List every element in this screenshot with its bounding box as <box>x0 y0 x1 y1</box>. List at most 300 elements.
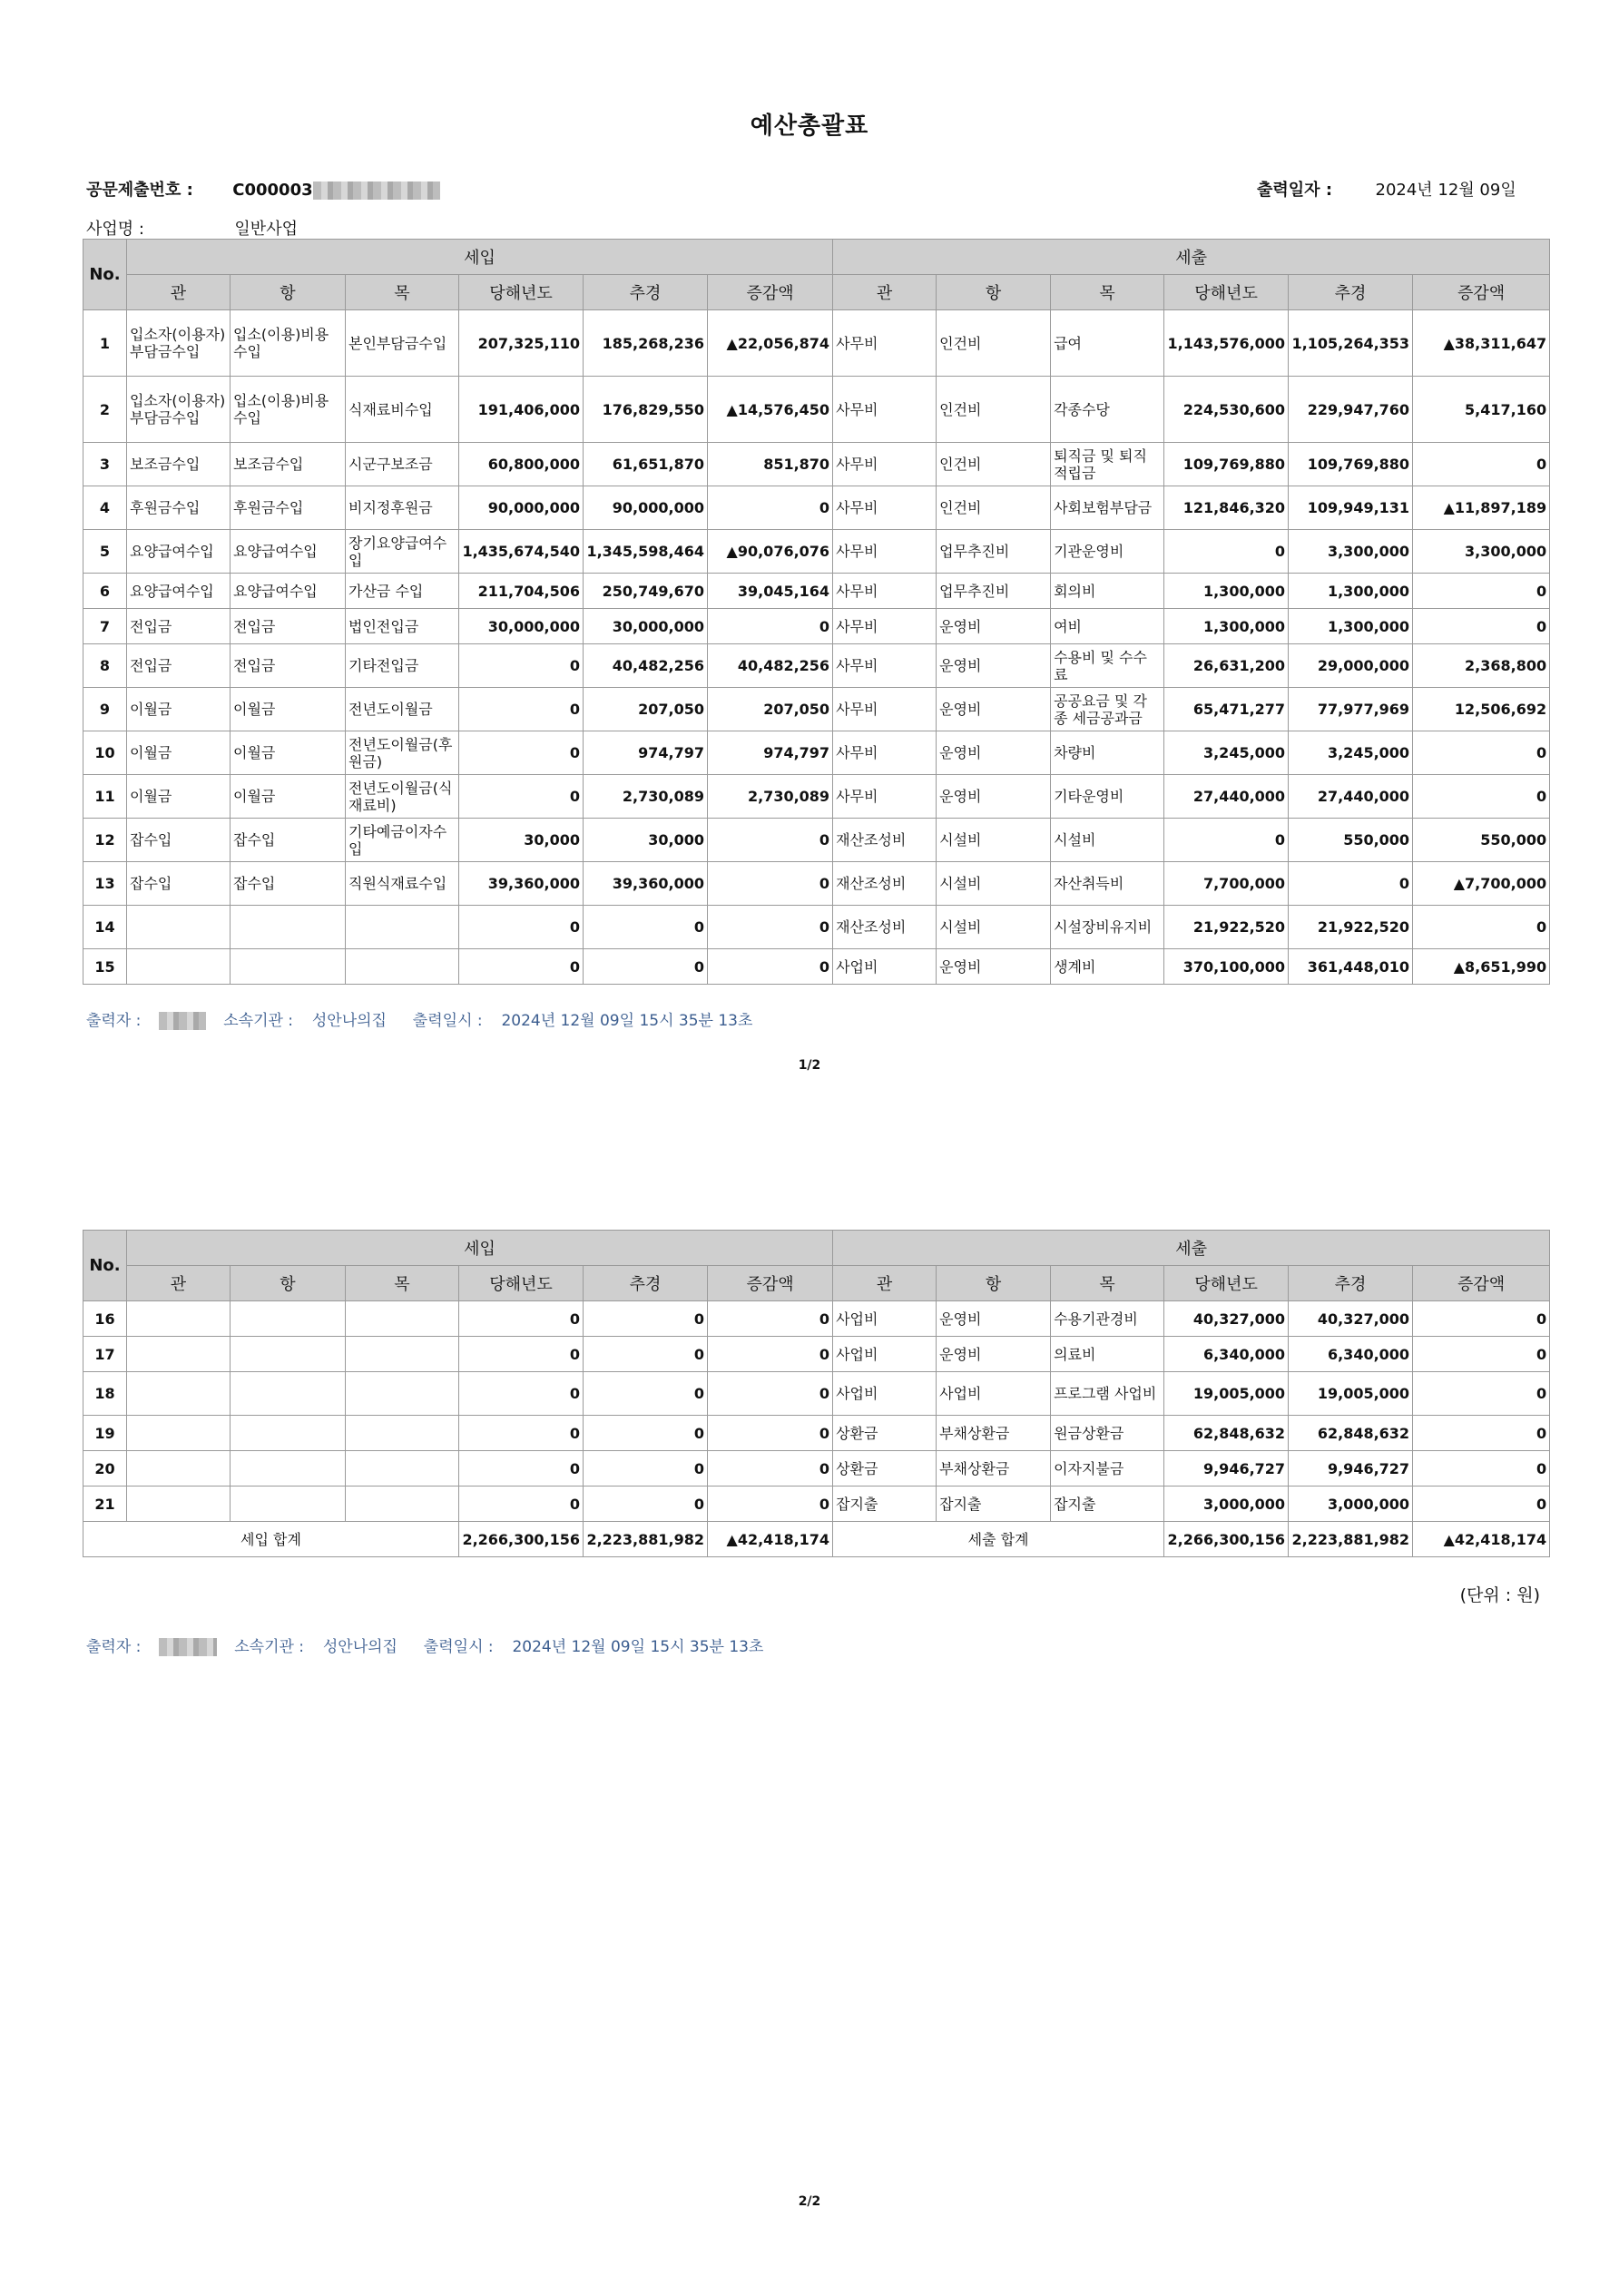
income-mok-cell <box>346 1416 459 1451</box>
income-current-cell: 191,406,000 <box>459 377 584 443</box>
income-hang-cell: 잡수입 <box>231 862 346 906</box>
income-current-cell: 30,000,000 <box>459 609 584 644</box>
row-number-cell: 8 <box>83 644 127 688</box>
income-gwan-cell <box>127 1416 231 1451</box>
col-expense-current: 당해년도 <box>1164 275 1289 310</box>
expense-revised-cell: 29,000,000 <box>1289 644 1413 688</box>
expense-current-cell: 224,530,600 <box>1164 377 1289 443</box>
income-mok-cell: 직원식재료수입 <box>346 862 459 906</box>
income-current-cell: 0 <box>459 1487 584 1522</box>
income-change-cell: 0 <box>708 1337 833 1372</box>
income-mok-cell <box>346 906 459 949</box>
expense-revised-cell: 19,005,000 <box>1289 1372 1413 1416</box>
expense-revised-cell: 3,000,000 <box>1289 1487 1413 1522</box>
print-date-label: 출력일자 : <box>1257 181 1333 200</box>
income-mok-cell: 전년도이월금(후원금) <box>346 731 459 775</box>
expense-change-cell: 3,300,000 <box>1413 530 1550 574</box>
expense-change-cell: 12,506,692 <box>1413 688 1550 731</box>
income-change-cell: 0 <box>708 906 833 949</box>
print-time-label: 출력일시 : <box>423 1638 494 1656</box>
col-income-current: 당해년도 <box>459 275 584 310</box>
printer-label: 출력자 : <box>86 1012 142 1030</box>
expense-hang-cell: 운영비 <box>937 949 1051 985</box>
expense-change-cell: 0 <box>1413 574 1550 609</box>
income-total-current: 2,266,300,156 <box>459 1522 584 1557</box>
income-revised-cell: 0 <box>584 1451 708 1487</box>
redacted-block <box>159 1638 217 1656</box>
income-revised-cell: 185,268,236 <box>584 310 708 377</box>
expense-hang-cell: 운영비 <box>937 688 1051 731</box>
expense-current-cell: 1,300,000 <box>1164 609 1289 644</box>
income-current-cell: 0 <box>459 949 584 985</box>
col-expense-change: 증감액 <box>1413 275 1550 310</box>
expense-mok-cell: 이자지불금 <box>1051 1451 1164 1487</box>
col-income-hang: 항 <box>231 1266 346 1301</box>
row-number-cell: 18 <box>83 1372 127 1416</box>
expense-hang-cell: 운영비 <box>937 644 1051 688</box>
expense-gwan-cell: 사무비 <box>833 688 937 731</box>
expense-change-cell: 0 <box>1413 1301 1550 1337</box>
table-row <box>83 906 1550 949</box>
income-revised-cell: 30,000,000 <box>584 609 708 644</box>
income-revised-cell: 0 <box>584 1416 708 1451</box>
income-current-cell: 207,325,110 <box>459 310 584 377</box>
row-number-cell: 17 <box>83 1337 127 1372</box>
printer-label: 출력자 : <box>86 1638 142 1656</box>
row-number-cell: 9 <box>83 688 127 731</box>
col-income-current: 당해년도 <box>459 1266 584 1301</box>
expense-gwan-cell: 사무비 <box>833 377 937 443</box>
expense-gwan-cell: 사업비 <box>833 1372 937 1416</box>
row-number-cell: 1 <box>83 310 127 377</box>
expense-mok-cell: 의료비 <box>1051 1337 1164 1372</box>
expense-mok-cell: 퇴직금 및 퇴직적립금 <box>1051 443 1164 486</box>
expense-change-cell: 5,417,160 <box>1413 377 1550 443</box>
income-revised-cell: 0 <box>584 1301 708 1337</box>
expense-change-cell: 0 <box>1413 731 1550 775</box>
table-row <box>83 574 1550 609</box>
expense-hang-cell: 잡지출 <box>937 1487 1051 1522</box>
income-change-cell: ▲90,076,076 <box>708 530 833 574</box>
income-current-cell: 1,435,674,540 <box>459 530 584 574</box>
income-change-cell: 851,870 <box>708 443 833 486</box>
expense-current-cell: 109,769,880 <box>1164 443 1289 486</box>
col-income-revised: 추경 <box>584 1266 708 1301</box>
expense-mok-cell: 원금상환금 <box>1051 1416 1164 1451</box>
income-mok-cell <box>346 1487 459 1522</box>
income-revised-cell: 90,000,000 <box>584 486 708 530</box>
expense-revised-cell: 3,300,000 <box>1289 530 1413 574</box>
expense-current-cell: 65,471,277 <box>1164 688 1289 731</box>
expense-current-cell: 0 <box>1164 530 1289 574</box>
expense-hang-cell: 시설비 <box>937 906 1051 949</box>
expense-current-cell: 1,300,000 <box>1164 574 1289 609</box>
expense-hang-cell: 인건비 <box>937 486 1051 530</box>
expense-hang-cell: 인건비 <box>937 443 1051 486</box>
row-number-cell: 3 <box>83 443 127 486</box>
expense-mok-cell: 회의비 <box>1051 574 1164 609</box>
expense-revised-cell: 1,300,000 <box>1289 609 1413 644</box>
income-current-cell: 0 <box>459 906 584 949</box>
expense-change-cell: 0 <box>1413 609 1550 644</box>
row-number-cell: 20 <box>83 1451 127 1487</box>
expense-mok-cell: 사회보험부담금 <box>1051 486 1164 530</box>
expense-gwan-cell: 사무비 <box>833 443 937 486</box>
table-row <box>83 609 1550 644</box>
income-hang-cell: 보조금수입 <box>231 443 346 486</box>
income-change-cell: 0 <box>708 1372 833 1416</box>
income-revised-cell: 61,651,870 <box>584 443 708 486</box>
expense-revised-cell: 6,340,000 <box>1289 1337 1413 1372</box>
expense-gwan-cell: 사무비 <box>833 775 937 819</box>
income-current-cell: 60,800,000 <box>459 443 584 486</box>
expense-total-change: ▲42,418,174 <box>1413 1522 1550 1557</box>
income-change-cell: 0 <box>708 486 833 530</box>
expense-revised-cell: 550,000 <box>1289 819 1413 862</box>
expense-mok-cell: 프로그램 사업비 <box>1051 1372 1164 1416</box>
expense-current-cell: 62,848,632 <box>1164 1416 1289 1451</box>
expense-change-cell: ▲38,311,647 <box>1413 310 1550 377</box>
expense-revised-cell: 1,105,264,353 <box>1289 310 1413 377</box>
income-current-cell: 0 <box>459 644 584 688</box>
doc-number-row <box>86 177 440 201</box>
row-number-cell: 16 <box>83 1301 127 1337</box>
income-revised-cell: 40,482,256 <box>584 644 708 688</box>
expense-change-cell: ▲8,651,990 <box>1413 949 1550 985</box>
col-income-revised: 추경 <box>584 275 708 310</box>
col-no: No. <box>83 1231 127 1301</box>
income-mok-cell: 기타예금이자수입 <box>346 819 459 862</box>
income-gwan-cell: 이월금 <box>127 688 231 731</box>
income-revised-cell: 1,345,598,464 <box>584 530 708 574</box>
income-mok-cell: 기타전입금 <box>346 644 459 688</box>
income-change-cell: 0 <box>708 819 833 862</box>
col-expense-revised: 추경 <box>1289 275 1413 310</box>
expense-hang-cell: 운영비 <box>937 609 1051 644</box>
income-change-cell: 0 <box>708 609 833 644</box>
table-row <box>83 731 1550 775</box>
income-change-cell: 0 <box>708 1301 833 1337</box>
expense-revised-cell: 0 <box>1289 862 1413 906</box>
expense-revised-cell: 9,946,727 <box>1289 1451 1413 1487</box>
col-expense-hang: 항 <box>937 1266 1051 1301</box>
row-number-cell: 19 <box>83 1416 127 1451</box>
income-hang-cell: 이월금 <box>231 688 346 731</box>
income-total-revised: 2,223,881,982 <box>584 1522 708 1557</box>
table-row <box>83 377 1550 443</box>
col-expense-gwan: 관 <box>833 1266 937 1301</box>
income-hang-cell <box>231 1451 346 1487</box>
income-gwan-cell: 잡수입 <box>127 819 231 862</box>
row-number-cell: 4 <box>83 486 127 530</box>
expense-revised-cell: 109,949,131 <box>1289 486 1413 530</box>
row-number-cell: 15 <box>83 949 127 985</box>
expense-mok-cell: 각종수당 <box>1051 377 1164 443</box>
page-number: 1/2 <box>798 1058 821 1073</box>
print-date-row <box>1257 177 1516 201</box>
project-row <box>86 216 298 240</box>
income-hang-cell <box>231 1372 346 1416</box>
expense-total-current: 2,266,300,156 <box>1164 1522 1289 1557</box>
expense-revised-cell: 21,922,520 <box>1289 906 1413 949</box>
income-mok-cell <box>346 1451 459 1487</box>
income-gwan-cell: 입소자(이용자)부담금수입 <box>127 310 231 377</box>
row-number-cell: 12 <box>83 819 127 862</box>
page-number: 2/2 <box>798 2194 821 2209</box>
income-revised-cell: 207,050 <box>584 688 708 731</box>
income-hang-cell: 입소(이용)비용수입 <box>231 310 346 377</box>
doc-number-value: C000003 <box>232 181 313 200</box>
expense-change-cell: 0 <box>1413 1337 1550 1372</box>
row-number-cell: 13 <box>83 862 127 906</box>
income-change-cell: 0 <box>708 1416 833 1451</box>
income-gwan-cell <box>127 949 231 985</box>
expense-revised-cell: 361,448,010 <box>1289 949 1413 985</box>
expense-hang-cell: 사업비 <box>937 1372 1051 1416</box>
income-revised-cell: 974,797 <box>584 731 708 775</box>
expense-gwan-cell: 사무비 <box>833 486 937 530</box>
print-time-value: 2024년 12월 09일 15시 35분 13초 <box>501 1012 753 1030</box>
unit-note: (단위 : 원) <box>1459 1585 1540 1605</box>
income-change-cell: 0 <box>708 862 833 906</box>
income-revised-cell: 0 <box>584 1487 708 1522</box>
table-row <box>83 644 1550 688</box>
table-row <box>83 1337 1550 1372</box>
income-hang-cell: 요양급여수입 <box>231 574 346 609</box>
expense-revised-cell: 1,300,000 <box>1289 574 1413 609</box>
income-gwan-cell: 입소자(이용자)부담금수입 <box>127 377 231 443</box>
expense-gwan-cell: 재산조성비 <box>833 906 937 949</box>
income-hang-cell: 후원금수입 <box>231 486 346 530</box>
expense-revised-cell: 3,245,000 <box>1289 731 1413 775</box>
expense-change-cell: 0 <box>1413 1487 1550 1522</box>
org-value: 성안나의집 <box>311 1012 387 1030</box>
col-expense-revised: 추경 <box>1289 1266 1413 1301</box>
expense-current-cell: 370,100,000 <box>1164 949 1289 985</box>
expense-current-cell: 7,700,000 <box>1164 862 1289 906</box>
expense-gwan-cell: 사무비 <box>833 310 937 377</box>
income-revised-cell: 0 <box>584 1372 708 1416</box>
income-change-cell: 0 <box>708 1487 833 1522</box>
expense-change-cell: 550,000 <box>1413 819 1550 862</box>
row-number-cell: 7 <box>83 609 127 644</box>
expense-group-header: 세출 <box>833 1231 1550 1266</box>
income-revised-cell: 176,829,550 <box>584 377 708 443</box>
income-mok-cell <box>346 1372 459 1416</box>
table-row <box>83 775 1550 819</box>
expense-hang-cell: 시설비 <box>937 862 1051 906</box>
expense-hang-cell: 인건비 <box>937 377 1051 443</box>
income-mok-cell: 비지정후원금 <box>346 486 459 530</box>
income-gwan-cell: 요양급여수입 <box>127 574 231 609</box>
col-income-hang: 항 <box>231 275 346 310</box>
col-income-mok: 목 <box>346 1266 459 1301</box>
income-revised-cell: 0 <box>584 949 708 985</box>
expense-mok-cell: 잡지출 <box>1051 1487 1164 1522</box>
expense-mok-cell: 시설장비유지비 <box>1051 906 1164 949</box>
income-change-cell: 207,050 <box>708 688 833 731</box>
income-hang-cell: 이월금 <box>231 775 346 819</box>
income-gwan-cell <box>127 1372 231 1416</box>
income-revised-cell: 250,749,670 <box>584 574 708 609</box>
expense-current-cell: 26,631,200 <box>1164 644 1289 688</box>
expense-mok-cell: 기관운영비 <box>1051 530 1164 574</box>
row-number-cell: 10 <box>83 731 127 775</box>
income-mok-cell: 시군구보조금 <box>346 443 459 486</box>
expense-gwan-cell: 사업비 <box>833 1337 937 1372</box>
income-mok-cell <box>346 949 459 985</box>
table-row <box>83 310 1550 377</box>
expense-current-cell: 3,000,000 <box>1164 1487 1289 1522</box>
income-revised-cell: 2,730,089 <box>584 775 708 819</box>
expense-gwan-cell: 사업비 <box>833 949 937 985</box>
table-row <box>83 819 1550 862</box>
income-mok-cell: 식재료비수입 <box>346 377 459 443</box>
income-total-label: 세입 합계 <box>83 1522 459 1557</box>
income-current-cell: 0 <box>459 775 584 819</box>
expense-mok-cell: 기타운영비 <box>1051 775 1164 819</box>
expense-change-cell: 2,368,800 <box>1413 644 1550 688</box>
footer-page1 <box>86 1007 752 1030</box>
expense-current-cell: 121,846,320 <box>1164 486 1289 530</box>
income-gwan-cell: 요양급여수입 <box>127 530 231 574</box>
expense-hang-cell: 운영비 <box>937 775 1051 819</box>
col-expense-change: 증감액 <box>1413 1266 1550 1301</box>
expense-current-cell: 21,922,520 <box>1164 906 1289 949</box>
income-gwan-cell <box>127 1301 231 1337</box>
expense-change-cell: 0 <box>1413 906 1550 949</box>
row-number-cell: 11 <box>83 775 127 819</box>
org-value: 성안나의집 <box>322 1638 397 1656</box>
income-mok-cell <box>346 1301 459 1337</box>
income-group-header: 세입 <box>127 240 833 275</box>
expense-change-cell: 0 <box>1413 1451 1550 1487</box>
row-number-cell: 5 <box>83 530 127 574</box>
income-gwan-cell: 전입금 <box>127 644 231 688</box>
expense-current-cell: 9,946,727 <box>1164 1451 1289 1487</box>
income-hang-cell: 잡수입 <box>231 819 346 862</box>
table-row <box>83 530 1550 574</box>
expense-current-cell: 27,440,000 <box>1164 775 1289 819</box>
income-mok-cell: 전년도이월금(식재료비) <box>346 775 459 819</box>
col-expense-gwan: 관 <box>833 275 937 310</box>
income-gwan-cell: 보조금수입 <box>127 443 231 486</box>
income-change-cell: ▲14,576,450 <box>708 377 833 443</box>
income-current-cell: 39,360,000 <box>459 862 584 906</box>
row-number-cell: 14 <box>83 906 127 949</box>
income-revised-cell: 39,360,000 <box>584 862 708 906</box>
income-hang-cell <box>231 1301 346 1337</box>
col-expense-hang: 항 <box>937 275 1051 310</box>
income-mok-cell: 본인부담금수입 <box>346 310 459 377</box>
income-mok-cell: 전년도이월금 <box>346 688 459 731</box>
income-gwan-cell: 이월금 <box>127 775 231 819</box>
expense-gwan-cell: 사업비 <box>833 1301 937 1337</box>
table-row <box>83 949 1550 985</box>
income-current-cell: 0 <box>459 1451 584 1487</box>
expense-current-cell: 0 <box>1164 819 1289 862</box>
income-gwan-cell: 전입금 <box>127 609 231 644</box>
income-hang-cell: 이월금 <box>231 731 346 775</box>
project-label: 사업명 : <box>86 220 144 239</box>
income-current-cell: 30,000 <box>459 819 584 862</box>
income-gwan-cell: 후원금수입 <box>127 486 231 530</box>
table-row <box>83 443 1550 486</box>
income-gwan-cell <box>127 1451 231 1487</box>
footer-page2 <box>86 1634 763 1656</box>
col-expense-current: 당해년도 <box>1164 1266 1289 1301</box>
expense-hang-cell: 업무추진비 <box>937 530 1051 574</box>
expense-mok-cell: 여비 <box>1051 609 1164 644</box>
income-gwan-cell <box>127 1337 231 1372</box>
expense-mok-cell: 수용비 및 수수료 <box>1051 644 1164 688</box>
expense-hang-cell: 업무추진비 <box>937 574 1051 609</box>
doc-number-label: 공문제출번호 : <box>86 181 193 200</box>
budget-table-page1 <box>83 239 1550 985</box>
expense-mok-cell: 시설비 <box>1051 819 1164 862</box>
table-row <box>83 1416 1550 1451</box>
redacted-block <box>313 182 440 200</box>
income-total-change: ▲42,418,174 <box>708 1522 833 1557</box>
income-change-cell: 0 <box>708 1451 833 1487</box>
expense-gwan-cell: 재산조성비 <box>833 862 937 906</box>
expense-gwan-cell: 재산조성비 <box>833 819 937 862</box>
expense-change-cell: 0 <box>1413 1372 1550 1416</box>
income-change-cell: 0 <box>708 949 833 985</box>
expense-revised-cell: 27,440,000 <box>1289 775 1413 819</box>
table-row <box>83 1372 1550 1416</box>
project-value: 일반사업 <box>234 220 298 239</box>
print-time-label: 출력일시 : <box>412 1012 483 1030</box>
row-number-cell: 2 <box>83 377 127 443</box>
row-number-cell: 6 <box>83 574 127 609</box>
income-change-cell: ▲22,056,874 <box>708 310 833 377</box>
income-hang-cell: 요양급여수입 <box>231 530 346 574</box>
income-gwan-cell: 이월금 <box>127 731 231 775</box>
income-revised-cell: 0 <box>584 906 708 949</box>
expense-revised-cell: 62,848,632 <box>1289 1416 1413 1451</box>
expense-gwan-cell: 사무비 <box>833 609 937 644</box>
income-gwan-cell <box>127 906 231 949</box>
expense-hang-cell: 운영비 <box>937 1301 1051 1337</box>
income-hang-cell: 입소(이용)비용수입 <box>231 377 346 443</box>
income-mok-cell <box>346 1337 459 1372</box>
expense-mok-cell: 공공요금 및 각종 세금공과금 <box>1051 688 1164 731</box>
expense-revised-cell: 77,977,969 <box>1289 688 1413 731</box>
expense-gwan-cell: 잡지출 <box>833 1487 937 1522</box>
row-number-cell: 21 <box>83 1487 127 1522</box>
expense-change-cell: 0 <box>1413 443 1550 486</box>
income-current-cell: 211,704,506 <box>459 574 584 609</box>
expense-hang-cell: 운영비 <box>937 1337 1051 1372</box>
expense-change-cell: 0 <box>1413 775 1550 819</box>
expense-group-header: 세출 <box>833 240 1550 275</box>
expense-total-label: 세출 합계 <box>833 1522 1164 1557</box>
expense-gwan-cell: 상환금 <box>833 1451 937 1487</box>
table-row <box>83 862 1550 906</box>
income-current-cell: 0 <box>459 731 584 775</box>
expense-total-revised: 2,223,881,982 <box>1289 1522 1413 1557</box>
print-time-value: 2024년 12월 09일 15시 35분 13초 <box>512 1638 764 1656</box>
table-row <box>83 1451 1550 1487</box>
expense-current-cell: 6,340,000 <box>1164 1337 1289 1372</box>
expense-hang-cell: 부채상환금 <box>937 1416 1051 1451</box>
expense-hang-cell: 인건비 <box>937 310 1051 377</box>
expense-current-cell: 1,143,576,000 <box>1164 310 1289 377</box>
income-change-cell: 2,730,089 <box>708 775 833 819</box>
redacted-block <box>159 1012 206 1030</box>
expense-gwan-cell: 사무비 <box>833 731 937 775</box>
